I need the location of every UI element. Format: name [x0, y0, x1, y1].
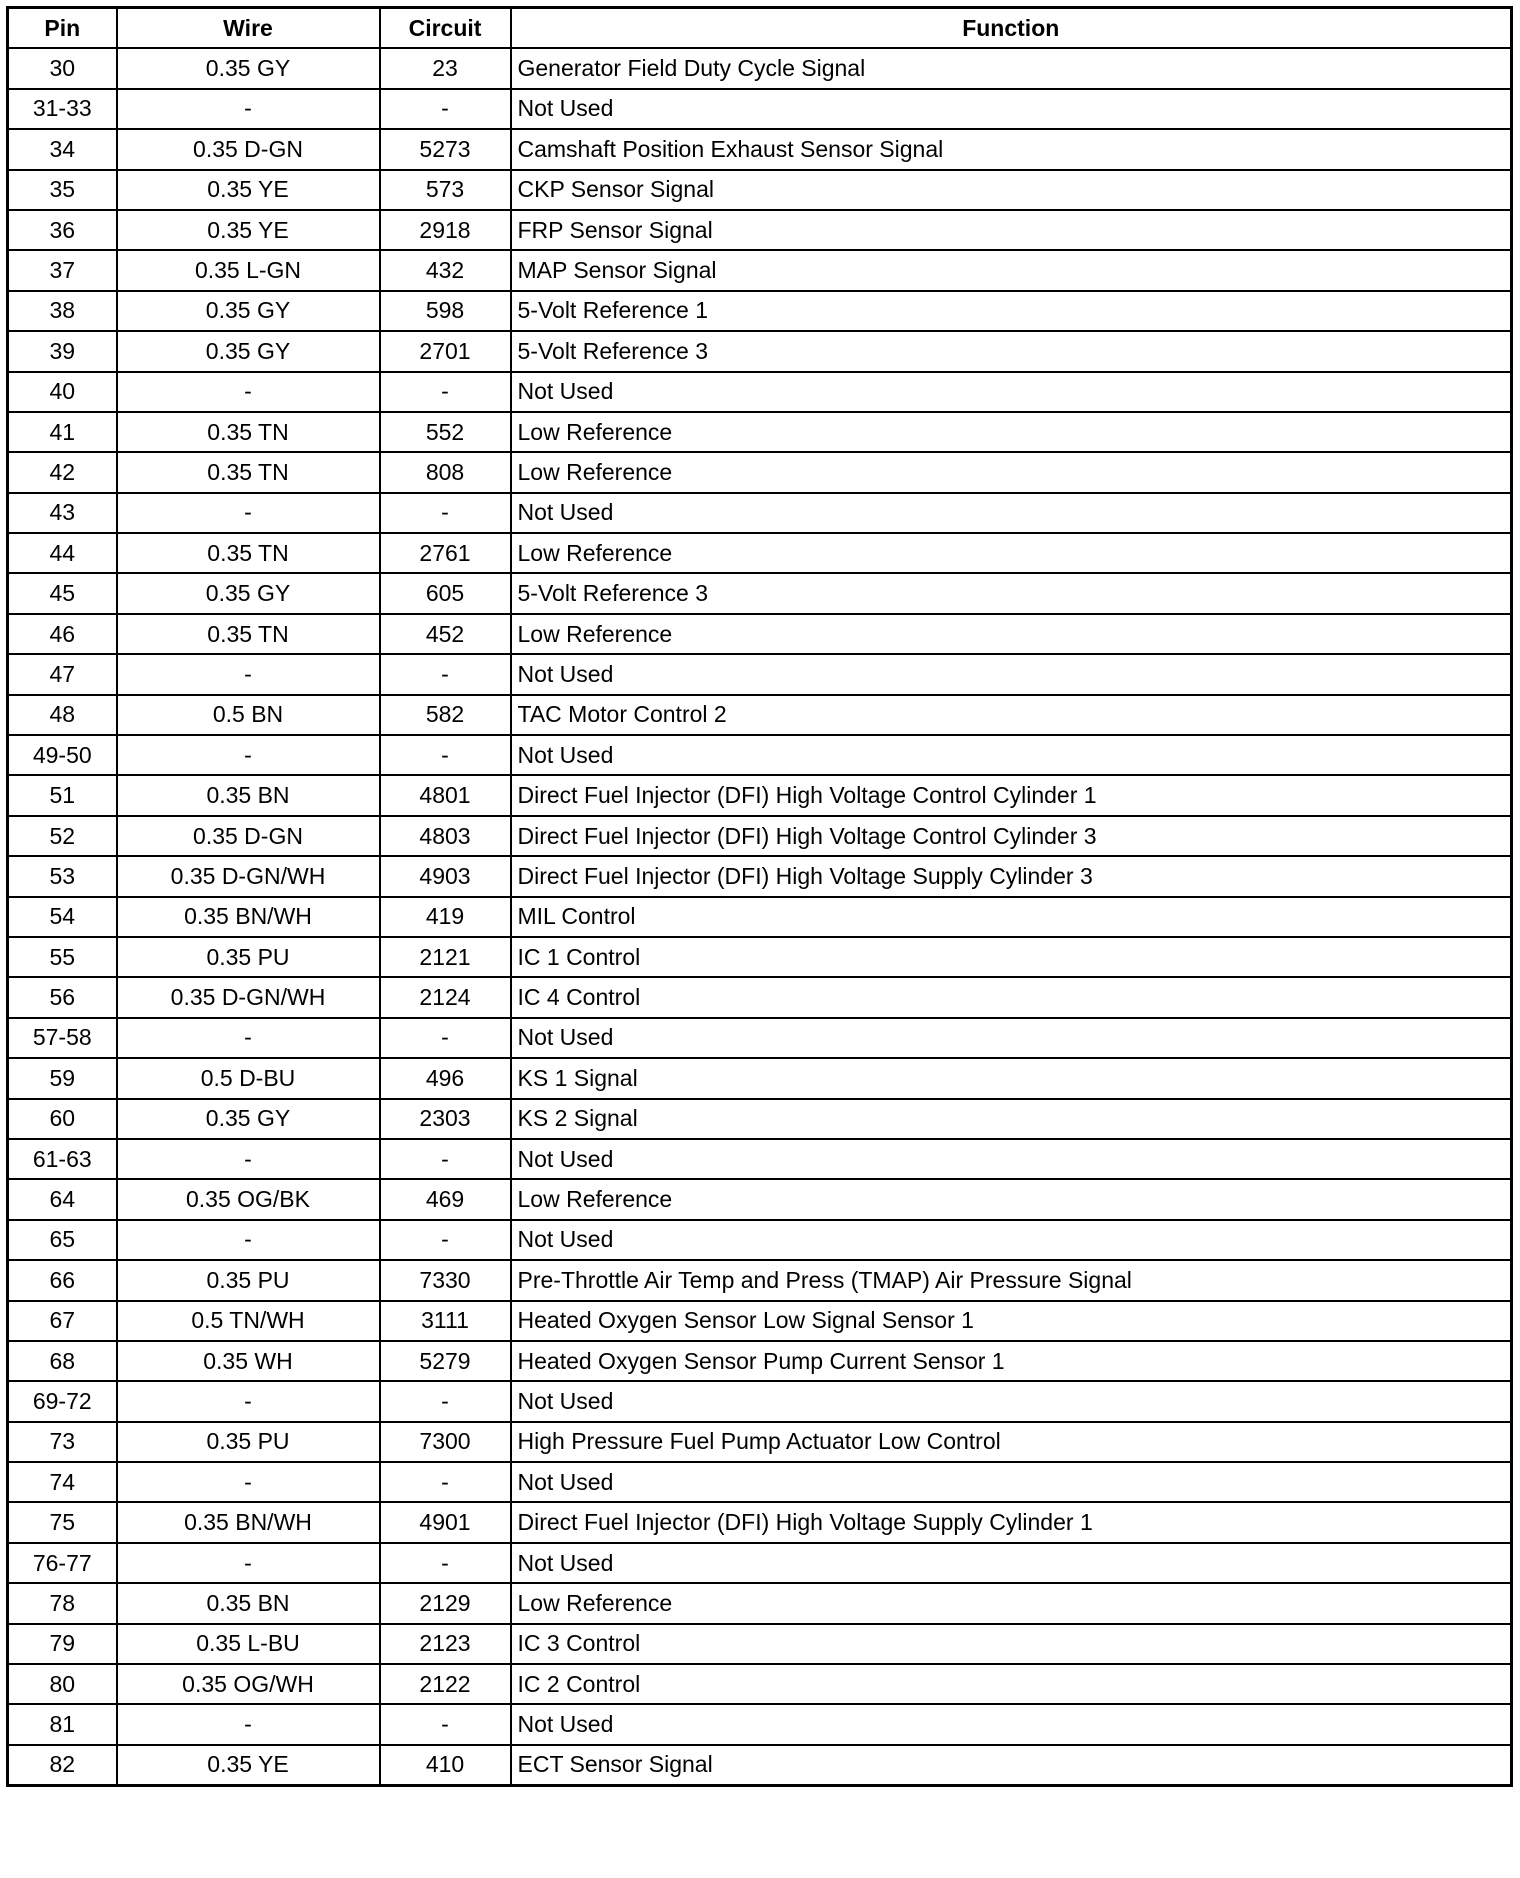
wire-cell: - [117, 735, 380, 775]
function-cell: CKP Sensor Signal [511, 170, 1512, 210]
circuit-cell: - [380, 493, 511, 533]
wire-cell: - [117, 1462, 380, 1502]
circuit-cell: - [380, 1139, 511, 1179]
wire-cell: 0.35 D-GN [117, 816, 380, 856]
header-circuit: Circuit [380, 8, 511, 49]
wire-cell: - [117, 89, 380, 129]
function-cell: KS 1 Signal [511, 1058, 1512, 1098]
wire-cell: 0.35 PU [117, 1260, 380, 1300]
table-row [8, 89, 1512, 129]
pin-cell: 80 [8, 1664, 117, 1704]
circuit-cell: 5273 [380, 129, 511, 169]
wire-cell: 0.35 GY [117, 291, 380, 331]
pin-cell: 51 [8, 775, 117, 815]
table-row [8, 1704, 1512, 1744]
pin-cell: 64 [8, 1179, 117, 1219]
pin-cell: 81 [8, 1704, 117, 1744]
pin-cell: 38 [8, 291, 117, 331]
table-row [8, 210, 1512, 250]
function-cell: Low Reference [511, 1179, 1512, 1219]
table-row [8, 1502, 1512, 1542]
pin-cell: 57-58 [8, 1018, 117, 1058]
pinout-table [6, 6, 1513, 1787]
table-row [8, 170, 1512, 210]
table-row [8, 614, 1512, 654]
wire-cell: 0.35 PU [117, 1422, 380, 1462]
table-row [8, 1624, 1512, 1664]
wire-cell: 0.35 BN [117, 1583, 380, 1623]
wire-cell: 0.5 BN [117, 695, 380, 735]
wire-cell: 0.35 GY [117, 48, 380, 88]
header-wire: Wire [117, 8, 380, 49]
circuit-cell: - [380, 1220, 511, 1260]
function-cell: Not Used [511, 372, 1512, 412]
pin-cell: 73 [8, 1422, 117, 1462]
header-pin: Pin [8, 8, 117, 49]
function-cell: Generator Field Duty Cycle Signal [511, 48, 1512, 88]
function-cell: High Pressure Fuel Pump Actuator Low Control [511, 1422, 1512, 1462]
circuit-cell: 23 [380, 48, 511, 88]
table-row [8, 573, 1512, 613]
wire-cell: 0.35 GY [117, 331, 380, 371]
function-cell: Direct Fuel Injector (DFI) High Voltage Supply Cylinder 1 [511, 1502, 1512, 1542]
function-cell: Not Used [511, 1704, 1512, 1744]
table-row [8, 129, 1512, 169]
wire-cell: - [117, 1220, 380, 1260]
circuit-cell: 2122 [380, 1664, 511, 1704]
circuit-cell: 4901 [380, 1502, 511, 1542]
wire-cell: 0.35 D-GN [117, 129, 380, 169]
pin-cell: 42 [8, 452, 117, 492]
pin-cell: 67 [8, 1301, 117, 1341]
pin-cell: 30 [8, 48, 117, 88]
wire-cell: - [117, 1704, 380, 1744]
function-cell: MAP Sensor Signal [511, 250, 1512, 290]
wire-cell: 0.35 YE [117, 170, 380, 210]
wire-cell: 0.35 OG/BK [117, 1179, 380, 1219]
table-row [8, 1583, 1512, 1623]
pin-cell: 41 [8, 412, 117, 452]
circuit-cell: 432 [380, 250, 511, 290]
pin-cell: 82 [8, 1745, 117, 1786]
pin-cell: 79 [8, 1624, 117, 1664]
wire-cell: 0.35 OG/WH [117, 1664, 380, 1704]
function-cell: Not Used [511, 735, 1512, 775]
table-row [8, 1139, 1512, 1179]
circuit-cell: 2121 [380, 937, 511, 977]
table-row [8, 1664, 1512, 1704]
circuit-cell: 410 [380, 1745, 511, 1786]
circuit-cell: - [380, 1543, 511, 1583]
circuit-cell: 7300 [380, 1422, 511, 1462]
pin-cell: 75 [8, 1502, 117, 1542]
function-cell: Low Reference [511, 614, 1512, 654]
pin-cell: 35 [8, 170, 117, 210]
pin-cell: 48 [8, 695, 117, 735]
function-cell: 5-Volt Reference 1 [511, 291, 1512, 331]
function-cell: Heated Oxygen Sensor Pump Current Sensor 1 [511, 1341, 1512, 1381]
function-cell: Not Used [511, 493, 1512, 533]
table-row [8, 1745, 1512, 1786]
function-cell: TAC Motor Control 2 [511, 695, 1512, 735]
circuit-cell: 2303 [380, 1099, 511, 1139]
function-cell: Direct Fuel Injector (DFI) High Voltage Control Cylinder 1 [511, 775, 1512, 815]
table-row [8, 533, 1512, 573]
wire-cell: 0.35 GY [117, 1099, 380, 1139]
circuit-cell: 4803 [380, 816, 511, 856]
table-row [8, 1381, 1512, 1421]
circuit-cell: - [380, 1462, 511, 1502]
wire-cell: - [117, 1543, 380, 1583]
pin-cell: 53 [8, 856, 117, 896]
circuit-cell: 4801 [380, 775, 511, 815]
pin-cell: 52 [8, 816, 117, 856]
table-row [8, 452, 1512, 492]
circuit-cell: 2123 [380, 1624, 511, 1664]
function-cell: Pre-Throttle Air Temp and Press (TMAP) Air Pressure Signal [511, 1260, 1512, 1300]
function-cell: Not Used [511, 1462, 1512, 1502]
circuit-cell: - [380, 1381, 511, 1421]
table-row [8, 937, 1512, 977]
function-cell: Low Reference [511, 533, 1512, 573]
wire-cell: 0.35 BN/WH [117, 1502, 380, 1542]
wire-cell: 0.35 YE [117, 210, 380, 250]
function-cell: MIL Control [511, 897, 1512, 937]
pin-cell: 60 [8, 1099, 117, 1139]
table-row [8, 654, 1512, 694]
pin-cell: 40 [8, 372, 117, 412]
pin-cell: 55 [8, 937, 117, 977]
table-row [8, 412, 1512, 452]
circuit-cell: 419 [380, 897, 511, 937]
table-row [8, 1462, 1512, 1502]
table-row [8, 1058, 1512, 1098]
table-row [8, 1422, 1512, 1462]
table-row [8, 250, 1512, 290]
function-cell: Direct Fuel Injector (DFI) High Voltage Control Cylinder 3 [511, 816, 1512, 856]
wire-cell: 0.35 BN [117, 775, 380, 815]
wire-cell: - [117, 1139, 380, 1179]
circuit-cell: 573 [380, 170, 511, 210]
function-cell: Not Used [511, 1543, 1512, 1583]
circuit-cell: 5279 [380, 1341, 511, 1381]
pin-cell: 37 [8, 250, 117, 290]
wire-cell: - [117, 372, 380, 412]
table-row [8, 977, 1512, 1017]
wire-cell: 0.35 L-GN [117, 250, 380, 290]
pin-cell: 39 [8, 331, 117, 371]
wire-cell: - [117, 1381, 380, 1421]
function-cell: Heated Oxygen Sensor Low Signal Sensor 1 [511, 1301, 1512, 1341]
circuit-cell: 4903 [380, 856, 511, 896]
function-cell: Not Used [511, 89, 1512, 129]
pin-cell: 31-33 [8, 89, 117, 129]
wire-cell: 0.35 WH [117, 1341, 380, 1381]
wire-cell: 0.35 TN [117, 533, 380, 573]
table-row [8, 816, 1512, 856]
function-cell: Direct Fuel Injector (DFI) High Voltage Supply Cylinder 3 [511, 856, 1512, 896]
circuit-cell: 2129 [380, 1583, 511, 1623]
circuit-cell: 2761 [380, 533, 511, 573]
header-row [8, 8, 1512, 49]
wire-cell: 0.35 YE [117, 1745, 380, 1786]
circuit-cell: - [380, 372, 511, 412]
header-function: Function [511, 8, 1512, 49]
function-cell: Not Used [511, 1220, 1512, 1260]
wire-cell: 0.5 TN/WH [117, 1301, 380, 1341]
pin-cell: 47 [8, 654, 117, 694]
function-cell: KS 2 Signal [511, 1099, 1512, 1139]
function-cell: IC 1 Control [511, 937, 1512, 977]
wire-cell: 0.35 TN [117, 452, 380, 492]
pin-cell: 65 [8, 1220, 117, 1260]
function-cell: Low Reference [511, 412, 1512, 452]
pin-cell: 56 [8, 977, 117, 1017]
pin-cell: 61-63 [8, 1139, 117, 1179]
function-cell: Not Used [511, 1381, 1512, 1421]
circuit-cell: - [380, 735, 511, 775]
circuit-cell: 3111 [380, 1301, 511, 1341]
table-row [8, 1341, 1512, 1381]
table-row [8, 1543, 1512, 1583]
pin-cell: 68 [8, 1341, 117, 1381]
pin-cell: 78 [8, 1583, 117, 1623]
table-row [8, 1301, 1512, 1341]
wire-cell: 0.35 BN/WH [117, 897, 380, 937]
circuit-cell: 808 [380, 452, 511, 492]
function-cell: Not Used [511, 1018, 1512, 1058]
circuit-cell: - [380, 1018, 511, 1058]
wire-cell: 0.35 PU [117, 937, 380, 977]
circuit-cell: 598 [380, 291, 511, 331]
function-cell: Camshaft Position Exhaust Sensor Signal [511, 129, 1512, 169]
pinout-table-container [6, 6, 1510, 1787]
circuit-cell: - [380, 89, 511, 129]
pin-cell: 34 [8, 129, 117, 169]
circuit-cell: - [380, 1704, 511, 1744]
circuit-cell: - [380, 654, 511, 694]
circuit-cell: 2701 [380, 331, 511, 371]
wire-cell: 0.35 TN [117, 614, 380, 654]
wire-cell: 0.35 D-GN/WH [117, 977, 380, 1017]
table-row [8, 735, 1512, 775]
table-row [8, 372, 1512, 412]
wire-cell: 0.5 D-BU [117, 1058, 380, 1098]
pin-cell: 45 [8, 573, 117, 613]
pin-cell: 36 [8, 210, 117, 250]
wire-cell: - [117, 1018, 380, 1058]
function-cell: ECT Sensor Signal [511, 1745, 1512, 1786]
circuit-cell: 2124 [380, 977, 511, 1017]
circuit-cell: 605 [380, 573, 511, 613]
circuit-cell: 496 [380, 1058, 511, 1098]
pin-cell: 69-72 [8, 1381, 117, 1421]
function-cell: Not Used [511, 654, 1512, 694]
table-row [8, 331, 1512, 371]
table-body [8, 48, 1512, 1785]
pin-cell: 54 [8, 897, 117, 937]
circuit-cell: 2918 [380, 210, 511, 250]
function-cell: 5-Volt Reference 3 [511, 331, 1512, 371]
circuit-cell: 7330 [380, 1260, 511, 1300]
function-cell: IC 2 Control [511, 1664, 1512, 1704]
wire-cell: 0.35 D-GN/WH [117, 856, 380, 896]
pin-cell: 74 [8, 1462, 117, 1502]
circuit-cell: 582 [380, 695, 511, 735]
function-cell: FRP Sensor Signal [511, 210, 1512, 250]
pin-cell: 43 [8, 493, 117, 533]
table-row [8, 856, 1512, 896]
table-row [8, 775, 1512, 815]
table-row [8, 1220, 1512, 1260]
circuit-cell: 452 [380, 614, 511, 654]
function-cell: Not Used [511, 1139, 1512, 1179]
wire-cell: - [117, 493, 380, 533]
table-row [8, 1018, 1512, 1058]
wire-cell: 0.35 GY [117, 573, 380, 613]
function-cell: Low Reference [511, 452, 1512, 492]
pin-cell: 46 [8, 614, 117, 654]
pin-cell: 44 [8, 533, 117, 573]
function-cell: Low Reference [511, 1583, 1512, 1623]
pin-cell: 76-77 [8, 1543, 117, 1583]
function-cell: IC 3 Control [511, 1624, 1512, 1664]
table-row [8, 695, 1512, 735]
table-row [8, 493, 1512, 533]
circuit-cell: 552 [380, 412, 511, 452]
table-row [8, 48, 1512, 88]
pin-cell: 49-50 [8, 735, 117, 775]
table-row [8, 291, 1512, 331]
table-row [8, 1179, 1512, 1219]
function-cell: IC 4 Control [511, 977, 1512, 1017]
table-row [8, 1260, 1512, 1300]
wire-cell: - [117, 654, 380, 694]
table-row [8, 897, 1512, 937]
circuit-cell: 469 [380, 1179, 511, 1219]
pin-cell: 66 [8, 1260, 117, 1300]
pin-cell: 59 [8, 1058, 117, 1098]
table-row [8, 1099, 1512, 1139]
wire-cell: 0.35 TN [117, 412, 380, 452]
wire-cell: 0.35 L-BU [117, 1624, 380, 1664]
function-cell: 5-Volt Reference 3 [511, 573, 1512, 613]
